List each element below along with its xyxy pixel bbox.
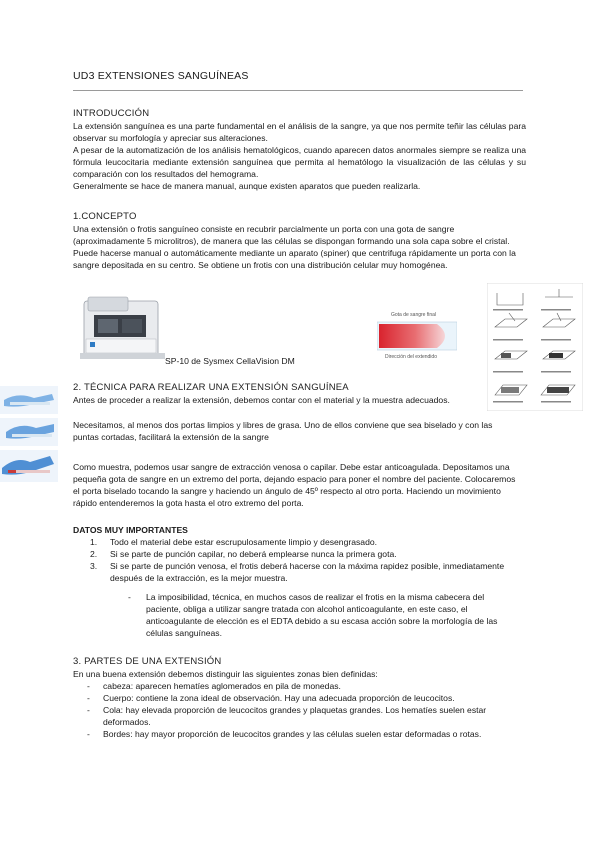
concepto-heading: 1.CONCEPTO <box>73 211 137 222</box>
list-item: - Bordes: hay mayor proporción de leucocitos grandes y las células suelen estar deformadas o rotas. <box>87 729 482 740</box>
partes-list <box>73 680 518 740</box>
intro-heading: INTRODUCCIÓN <box>73 108 150 119</box>
sub-item <box>116 591 508 639</box>
smear-bottom-label: Dirección del extendido <box>385 354 437 360</box>
list-item: - Cola: hay elevada proporción de leucocitos grandes y plaquetas grandes. Los hematíes suelen estar deformados. <box>87 705 487 728</box>
page-title: UD3 EXTENSIONES SANGUÍNEAS <box>73 70 249 82</box>
sub-item-text: La imposibilidad, técnica, en muchos casos de realizar el frotis en la misma cabecera del paciente, obliga a utilizar sangre tratada con alcohol anticoagulante, en este caso, el anticoagulante de elección es el EDTA debido a su escasa acción sobre la morfología de las células sanguíneas. <box>146 592 498 639</box>
hands-smear-photos <box>0 386 58 486</box>
partes-heading: 3. PARTES DE UNA EXTENSIÓN <box>73 656 222 667</box>
tecnica-paragraph-2: Necesitamos, al menos dos portas limpios y libres de grasa. Uno de ellos conviene que sea biselado y con las puntas cortadas, facilitará la extensión de la sangre <box>73 420 493 443</box>
list-item: 1. Todo el material debe estar escrupulosamente limpio y desengrasado. <box>90 537 378 547</box>
smear-slide-graphic <box>377 320 457 352</box>
tecnica-paragraph-1: Antes de proceder a realizar la extensión, debemos contar con el material y la muestra adecuados. <box>73 395 450 405</box>
blood-smear-diagram <box>377 312 457 364</box>
list-item: 2. Si se parte de punción capilar, no deberá emplearse nunca la primera gota. <box>90 549 397 560</box>
partes-intro: En una buena extensión debemos distinguir las siguientes zonas bien definidas: <box>73 669 378 679</box>
intro-paragraph-1: La extensión sanguínea es una parte fundamental en el análisis de la sangre, ya que nos permite teñir las células para observar su morfología y apreciar sus alteraciones. <box>73 121 526 144</box>
smear-top-label: Gota de sangre final <box>391 312 437 318</box>
smear-steps-diagram <box>487 283 583 411</box>
concepto-paragraph: Una extensión o frotis sanguíneo consiste en recubrir parcialmente un porta con una gota de sangre (aproximadamente 5 microlitros), de manera que las células se dispongan formando una sola capa sobre el cristal. Puede hacerse manual o automáticamente mediante un aparato (spiner) que centrifuga rápidamente un porta con la sangre depositada en su centro. Se obtiene un frotis con una distribución celular muy homogénea. <box>73 224 516 271</box>
sub-item-dash: - <box>128 592 131 602</box>
intro-body <box>73 120 526 193</box>
intro-paragraph-2: A pesar de la automatización de los análisis hematológicos, cuando aparecen datos anormales siempre se realiza una fórmula leucocitaria mediante extensión sanguínea que permita al hematólogo la visualización de las células y su comparación con los resultados del hemograma. <box>73 145 526 180</box>
list-item: 3. Si se parte de punción venosa, el frotis deberá hacerse con la máxima rapidez posible, inmediatamente después de la extracción, es la mejor muestra. <box>90 561 505 584</box>
list-item: - Cuerpo: contiene la zona ideal de observación. Hay una adecuada proporción de leucocitos. <box>87 693 455 704</box>
intro-paragraph-3: Generalmente se hace de manera manual, aunque existen aparatos que pueden realizarla. <box>73 181 421 192</box>
tecnica-heading: 2. TÉCNICA PARA REALIZAR UNA EXTENSIÓN SANGUÍNEA <box>73 382 349 393</box>
datos-heading: DATOS MUY IMPORTANTES <box>73 525 188 535</box>
list-item: - cabeza: aparecen hematíes aglomerados en pila de monedas. <box>87 681 341 691</box>
tecnica-paragraph-3: Como muestra, podemos usar sangre de extracción venosa o capilar. Debe estar anticoagulada. Depositamos una pequeña gota de sangre en un extremo del porta, dejando espacio para poner el nombre del paciente. Colocaremos el porta biselado tocando la sangre y haciendo un ángulo de 45º respecto al otro porta. Haciendo un movimiento rápido entenderemos la gota hasta el otro extremo del porta. <box>73 462 516 509</box>
datos-list <box>90 536 510 584</box>
cellavision-machine-image <box>80 293 165 363</box>
title-divider <box>73 90 523 91</box>
machine-caption: SP-10 de Sysmex CellaVision DM <box>165 356 295 366</box>
